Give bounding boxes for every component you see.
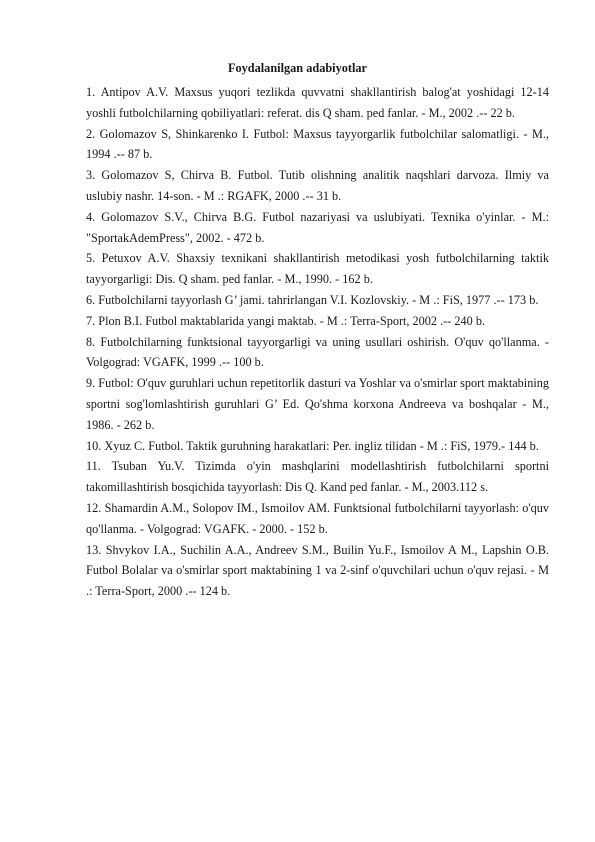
reference-item: 10. Xyuz C. Futbol. Taktik guruhning harakatlari: Per. ingliz tilidan - M .: FiS, 1979.- 144 b.	[86, 438, 539, 453]
reference-item: 9. Futbol: O'quv guruhlari uchun repetitorlik dasturi va Yoshlar va o'smirlar sport maktabining sportni sog'lomlashtirish guruhlari G’ Ed. Qo'shma korxona Andreeva va boshqalar - M., 1986. - 262 b.	[86, 376, 549, 432]
reference-item: 11. Tsuban Yu.V. Tizimda o'yin mashqlarini modellashtirish futbolchilarni sportni takomillashtirish bosqichida tayyorlash: Dis Q. Kand ped fanlar. - M., 2003.112 s.	[86, 459, 549, 495]
reference-item: 2. Golomazov S, Shinkarenko I. Futbol: Maxsus tayyorgarlik futbolchilar salomatligi. - M., 1994 .-- 87 b.	[86, 126, 549, 162]
reference-item: 4. Golomazov S.V., Chirva B.G. Futbol nazariyasi va uslubiyati. Texnika o'yinlar. - M.: "SportakAdemPress", 2002. - 472 b.	[86, 209, 549, 245]
reference-item: 13. Shvykov I.A., Suchilin A.A., Andreev S.M., Builin Yu.F., Ismoilov A M., Lapshin O.B. Futbol Bolalar va o'smirlar sport maktabining 1 va 2-sinf o'quvchilari uchun o'quv rejasi. - M .: Terra-Sport, 2000 .-- 124 b.	[86, 542, 549, 599]
reference-item: 1. Antipov A.V. Maxsus yuqori tezlikda quvvatni shakllantirish balog'at yoshidagi 12-14 yoshli futbolchilarning qobiliyatlari: referat. dis Q sham. ped fanlar. - M., 2002 .-- 22 b.	[86, 85, 549, 120]
reference-item: 6. Futbolchilarni tayyorlash G’ jami. tahrirlangan V.I. Kozlovskiy. - M .: FiS, 1977 .-- 173 b.	[86, 292, 539, 307]
reference-item: 12. Shamardin A.M., Solopov IM., Ismoilov AM. Funktsional futbolchilarni tayyorlash: o'quv qo'llanma. - Volgograd: VGAFK. - 2000. - 152 b.	[86, 500, 549, 536]
reference-item: 7. Plon B.I. Futbol maktablarida yangi maktab. - M .: Terra-Sport, 2002 .-- 240 b.	[86, 313, 486, 328]
reference-item: 8. Futbolchilarning funktsional tayyorgarligi va uning usullari oshirish. O'quv qo'llanma. - Volgograd: VGAFK, 1999 .-- 100 b.	[86, 334, 549, 370]
reference-item: 3. Golomazov S, Chirva B. Futbol. Tutib olishning analitik naqshlari darvoza. Ilmiy va uslubiy nashr. 14-son. - M .: RGAFK, 2000 .-- 31 b.	[86, 168, 549, 203]
page-title: Foydalanilgan adabiyotlar	[227, 61, 368, 75]
reference-list	[86, 82, 549, 602]
reference-item: 5. Petuxov A.V. Shaxsiy texnikani shakllantirish metodikasi yosh futbolchilarning taktik tayyorgarligi: Dis. Q sham. ped fanlar. - M., 1990. - 162 b.	[86, 251, 549, 287]
